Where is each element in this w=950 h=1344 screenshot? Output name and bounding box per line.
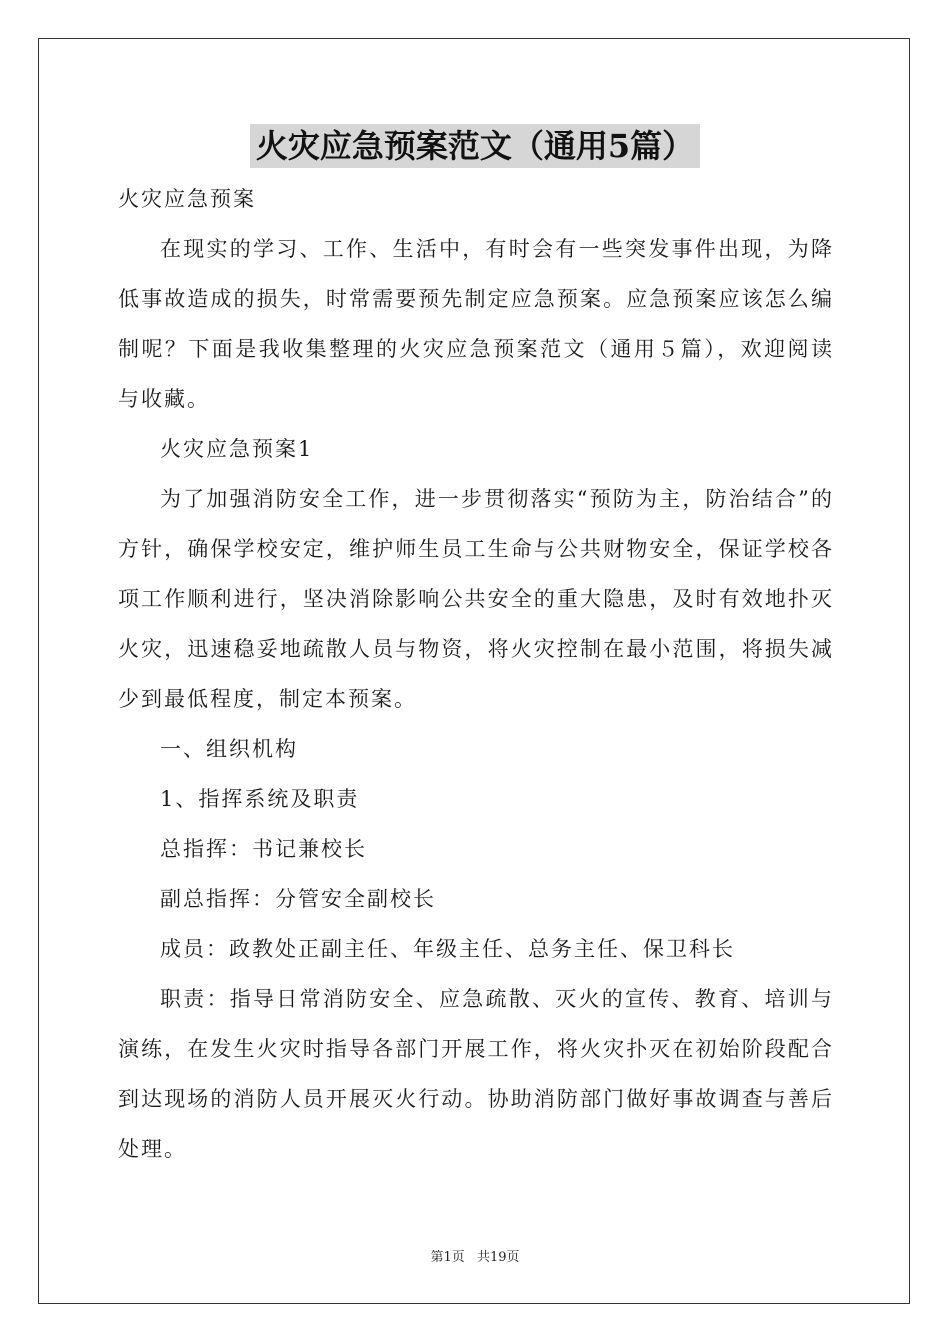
purpose-paragraph: 为了加强消防安全工作，进一步贯彻落实“预防为主，防治结合”的方针，确保学校安定，维护师生员工生命与公共财物安全，保证学校各项工作顺利进行，坚决消除影响公共安全的重大隐患，及时有效地扑灭火灾，迅速稳妥地疏散人员与物资，将火灾控制在最小范围，将损失减少到最低程度，制定本预案。 [118, 487, 834, 711]
role-line: 副总指挥：分管安全副校长 [160, 887, 436, 911]
page-footer [0, 1246, 950, 1265]
section-heading: 一、组织机构 [160, 737, 298, 761]
title-container [0, 124, 950, 168]
page-number-total: 共19页 [476, 1250, 520, 1265]
section-heading: 火灾应急预案1 [160, 437, 314, 461]
section-subtitle: 火灾应急预案 [118, 187, 256, 211]
intro-paragraph: 在现实的学习、工作、生活中，有时会有一些突发事件出现，为降低事故造成的损失，时常需要预先制定应急预案。应急预案应该怎么编制呢？下面是我收集整理的火灾应急预案范文（通用５篇），欢迎阅读与收藏。 [118, 237, 834, 411]
role-line: 成员：政教处正副主任、年级主任、总务主任、保卫科长 [160, 937, 735, 961]
duties-paragraph: 职责：指导日常消防安全、应急疏散、灭火的宣传、教育、培训与演练，在发生火灾时指导各部门开展工作，将火灾扑灭在初始阶段配合到达现场的消防人员开展灭火行动。协助消防部门做好事故调查与善后处理。 [118, 987, 834, 1161]
document-title: 火灾应急预案范文（通用5篇） [250, 124, 700, 168]
document-body [118, 174, 834, 1174]
role-line: 总指挥：书记兼校长 [160, 837, 367, 861]
page-number-current: 第1页 [430, 1250, 465, 1265]
subsection-heading: 1、指挥系统及职责 [160, 787, 360, 811]
